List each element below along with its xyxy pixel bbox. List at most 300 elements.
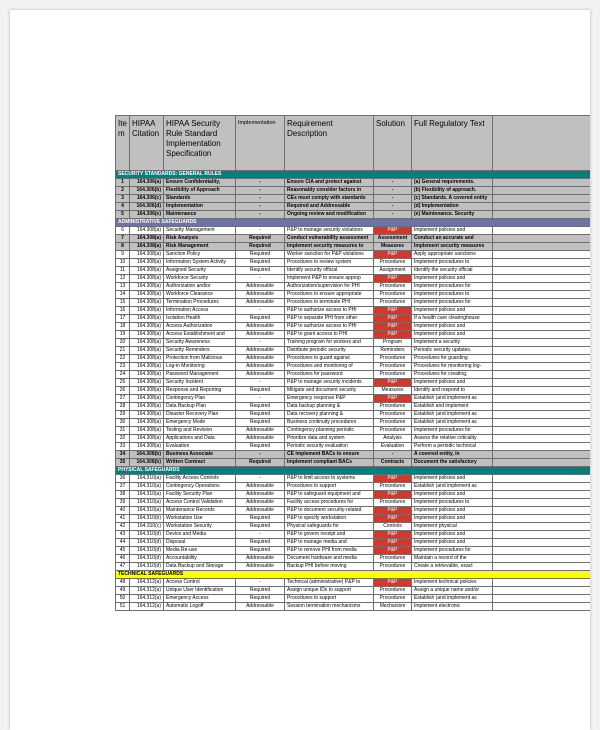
full-text-cell: Establish (and implement as xyxy=(412,411,493,419)
solution-cell: P&P xyxy=(374,315,412,323)
standard-cell: Contingency Operations xyxy=(164,483,236,491)
implementation-cell: - xyxy=(236,195,285,203)
implementation-cell: Addressable xyxy=(236,491,285,499)
solution-cell: P&P xyxy=(374,539,412,547)
solution-cell: P&P xyxy=(374,307,412,315)
item-number: 7 xyxy=(116,235,130,243)
requirement-cell: Procedures to review system xyxy=(285,259,374,267)
standard-cell: Risk Analysis xyxy=(164,235,236,243)
implementation-cell: - xyxy=(236,475,285,483)
full-text-cell: Implement policies and xyxy=(412,531,493,539)
implementation-cell: Required xyxy=(236,387,285,395)
solution-cell: Procedures xyxy=(374,371,412,379)
full-text-cell: Establish and implement xyxy=(412,403,493,411)
full-text-cell: Implement policies and xyxy=(412,331,493,339)
requirement-cell: Mitigate and document security xyxy=(285,387,374,395)
item-number: 43 xyxy=(116,531,130,539)
table-row xyxy=(116,563,591,571)
table-row xyxy=(116,267,591,275)
requirement-cell: Backup PHI before moving xyxy=(285,563,374,571)
table-row xyxy=(116,403,591,411)
item-number: 9 xyxy=(116,251,130,259)
table-row xyxy=(116,427,591,435)
item-number: 3 xyxy=(116,195,130,203)
solution-cell: P&P xyxy=(374,547,412,555)
extra-cell xyxy=(493,419,591,427)
standard-cell: Accountability xyxy=(164,555,236,563)
solution-cell: Analysis xyxy=(374,435,412,443)
solution-cell: Assessment xyxy=(374,235,412,243)
item-number: 28 xyxy=(116,403,130,411)
solution-cell: Procedures xyxy=(374,363,412,371)
solution-cell: Measures xyxy=(374,387,412,395)
requirement-cell: Procedures to support xyxy=(285,595,374,603)
citation-cell: 164.306(c) xyxy=(130,195,164,203)
full-text-cell: Implement policies and xyxy=(412,307,493,315)
table-row xyxy=(116,515,591,523)
table-row xyxy=(116,459,591,467)
solution-cell: Procedures xyxy=(374,291,412,299)
extra-cell xyxy=(493,331,591,339)
table-row xyxy=(116,371,591,379)
table-row xyxy=(116,331,591,339)
solution-cell: - xyxy=(374,451,412,459)
citation-cell: 164.308(a) xyxy=(130,259,164,267)
solution-cell: P&P xyxy=(374,531,412,539)
citation-cell: 164.310(d) xyxy=(130,555,164,563)
extra-cell xyxy=(493,275,591,283)
full-text-cell: Implement policies and xyxy=(412,227,493,235)
full-text-cell: Implement procedures for xyxy=(412,299,493,307)
item-number: 45 xyxy=(116,547,130,555)
standard-cell: Security Awareness xyxy=(164,339,236,347)
item-number: 51 xyxy=(116,603,130,611)
full-text-cell: Implement policies and xyxy=(412,507,493,515)
item-number: 34 xyxy=(116,451,130,459)
full-text-cell: Conduct an accurate and xyxy=(412,235,493,243)
implementation-cell: Addressable xyxy=(236,283,285,291)
standard-cell: Authorization and/or xyxy=(164,283,236,291)
requirement-cell: Business continuity procedures xyxy=(285,419,374,427)
extra-cell xyxy=(493,523,591,531)
extra-cell xyxy=(493,179,591,187)
citation-cell: 164.312(a) xyxy=(130,587,164,595)
standard-cell: Media Re-use xyxy=(164,547,236,555)
implementation-cell: Addressable xyxy=(236,555,285,563)
item-number: 33 xyxy=(116,443,130,451)
full-text-cell: Maintain a record of the xyxy=(412,555,493,563)
standard-cell: Evaluation xyxy=(164,443,236,451)
header-solution: Solution xyxy=(374,116,412,171)
implementation-cell: - xyxy=(236,227,285,235)
full-text-cell: Implement policies and xyxy=(412,515,493,523)
solution-cell: - xyxy=(374,203,412,211)
implementation-cell: Addressable xyxy=(236,323,285,331)
extra-cell xyxy=(493,499,591,507)
extra-cell xyxy=(493,395,591,403)
full-text-cell: Implement policies and xyxy=(412,275,493,283)
table-row xyxy=(116,499,591,507)
table-row xyxy=(116,491,591,499)
header-row xyxy=(116,116,591,171)
extra-cell xyxy=(493,267,591,275)
table-row xyxy=(116,435,591,443)
section-row xyxy=(116,571,591,579)
table-row xyxy=(116,555,591,563)
solution-cell: P&P xyxy=(374,507,412,515)
standard-cell: Unique User Identification xyxy=(164,587,236,595)
solution-cell: Procedures xyxy=(374,595,412,603)
full-text-cell: Identify the security official xyxy=(412,267,493,275)
standard-cell: Data Backup and Storage xyxy=(164,563,236,571)
full-text-cell: Procedures for guarding xyxy=(412,355,493,363)
requirement-cell: Conduct vulnerability assessment xyxy=(285,235,374,243)
section-label: SECURITY STANDARDS: GENERAL RULES xyxy=(116,171,591,179)
requirement-cell: CE implement BACs to ensure xyxy=(285,451,374,459)
header-full-text: Full Regulatory Text xyxy=(412,116,493,171)
table-row xyxy=(116,315,591,323)
full-text-cell: Implement procedures to xyxy=(412,499,493,507)
full-text-cell: Implement policies and xyxy=(412,475,493,483)
solution-cell: Program xyxy=(374,339,412,347)
standard-cell: Maintenance xyxy=(164,211,236,219)
standard-cell: Assigned Security xyxy=(164,267,236,275)
citation-cell: 164.308(a) xyxy=(130,267,164,275)
standard-cell: Implementation xyxy=(164,203,236,211)
item-number: 39 xyxy=(116,499,130,507)
implementation-cell: Addressable xyxy=(236,563,285,571)
solution-cell: - xyxy=(374,187,412,195)
full-text-cell: (e) Maintenance. Security xyxy=(412,211,493,219)
implementation-cell: Required xyxy=(236,411,285,419)
standard-cell: Ensure Confidentiality, xyxy=(164,179,236,187)
implementation-cell: Required xyxy=(236,251,285,259)
requirement-cell: P&P to authorize access to PHI xyxy=(285,323,374,331)
extra-cell xyxy=(493,555,591,563)
standard-cell: Access Control Validation xyxy=(164,499,236,507)
solution-cell: P&P xyxy=(374,227,412,235)
solution-cell: Procedures xyxy=(374,403,412,411)
implementation-cell: Addressable xyxy=(236,355,285,363)
item-number: 1 xyxy=(116,179,130,187)
item-number: 25 xyxy=(116,379,130,387)
extra-cell xyxy=(493,307,591,315)
implementation-cell: Required xyxy=(236,235,285,243)
full-text-cell: Procedures for monitoring log- xyxy=(412,363,493,371)
full-text-cell: (d) Implementation xyxy=(412,203,493,211)
solution-cell: P&P xyxy=(374,579,412,587)
full-text-cell: Create a retrievable, exact xyxy=(412,563,493,571)
full-text-cell: Implement procedures for xyxy=(412,283,493,291)
item-number: 49 xyxy=(116,587,130,595)
standard-cell: Risk Management xyxy=(164,243,236,251)
implementation-cell: Required xyxy=(236,267,285,275)
standard-cell: Log-in Monitoring xyxy=(164,363,236,371)
requirement-cell: Authorization/supervision for PHI xyxy=(285,283,374,291)
extra-cell xyxy=(493,323,591,331)
requirement-cell: P&P to manage security incidents xyxy=(285,379,374,387)
table-body xyxy=(116,171,591,611)
citation-cell: 164.310(b) xyxy=(130,515,164,523)
item-number: 17 xyxy=(116,315,130,323)
table-row xyxy=(116,483,591,491)
citation-cell: 164.310(a) xyxy=(130,491,164,499)
solution-cell: Mechanism xyxy=(374,603,412,611)
table-row xyxy=(116,387,591,395)
standard-cell: Data Backup Plan xyxy=(164,403,236,411)
implementation-cell: Required xyxy=(236,539,285,547)
citation-cell: 164.312(a) xyxy=(130,595,164,603)
solution-cell: Procedures xyxy=(374,563,412,571)
table-row xyxy=(116,203,591,211)
solution-cell: - xyxy=(374,179,412,187)
implementation-cell: Addressable xyxy=(236,427,285,435)
full-text-cell: Identify and respond to xyxy=(412,387,493,395)
requirement-cell: P&P to govern receipt and xyxy=(285,531,374,539)
citation-cell: 164.312(a) xyxy=(130,603,164,611)
standard-cell: Sanction Policy xyxy=(164,251,236,259)
full-text-cell: Implement procedures to xyxy=(412,291,493,299)
implementation-cell: - xyxy=(236,307,285,315)
item-number: 8 xyxy=(116,243,130,251)
citation-cell: 164.308(a) xyxy=(130,411,164,419)
full-text-cell: Implement policies and xyxy=(412,323,493,331)
item-number: 48 xyxy=(116,579,130,587)
solution-cell: P&P xyxy=(374,331,412,339)
citation-cell: 164.308(a) xyxy=(130,315,164,323)
implementation-cell: Required xyxy=(236,403,285,411)
standard-cell: Information System Activity xyxy=(164,259,236,267)
requirement-cell: Distribute periodic security xyxy=(285,347,374,355)
extra-cell xyxy=(493,259,591,267)
standard-cell: Isolation Health xyxy=(164,315,236,323)
requirement-cell: Worker sanction for P&P violations xyxy=(285,251,374,259)
requirement-cell: P&P to limit access to systems xyxy=(285,475,374,483)
citation-cell: 164.308(a) xyxy=(130,275,164,283)
extra-cell xyxy=(493,339,591,347)
table-row xyxy=(116,531,591,539)
standard-cell: Password Management xyxy=(164,371,236,379)
requirement-cell: Procedures to support xyxy=(285,483,374,491)
implementation-cell: Addressable xyxy=(236,499,285,507)
requirement-cell: Data backup planning & xyxy=(285,403,374,411)
solution-cell: - xyxy=(374,211,412,219)
standard-cell: Facility Access Controls xyxy=(164,475,236,483)
implementation-cell: - xyxy=(236,379,285,387)
implementation-cell: Required xyxy=(236,587,285,595)
full-text-cell: Document the satisfactory xyxy=(412,459,493,467)
extra-cell xyxy=(493,435,591,443)
item-number: 27 xyxy=(116,395,130,403)
standard-cell: Disaster Recovery Plan xyxy=(164,411,236,419)
standard-cell: Standards xyxy=(164,195,236,203)
standard-cell: Facility Security Plan xyxy=(164,491,236,499)
citation-cell: 164.308(a) xyxy=(130,443,164,451)
solution-cell: Procedures xyxy=(374,499,412,507)
citation-cell: 164.308(a) xyxy=(130,419,164,427)
implementation-cell: Required xyxy=(236,443,285,451)
extra-cell xyxy=(493,387,591,395)
item-number: 26 xyxy=(116,387,130,395)
full-text-cell: Assess the relative criticality xyxy=(412,435,493,443)
implementation-cell: Addressable xyxy=(236,291,285,299)
requirement-cell: Procedures and monitoring of xyxy=(285,363,374,371)
requirement-cell: Implement compliant BACs xyxy=(285,459,374,467)
item-number: 42 xyxy=(116,523,130,531)
standard-cell: Disposal xyxy=(164,539,236,547)
citation-cell: 164.306(e) xyxy=(130,211,164,219)
requirement-cell: Prioritize data and system xyxy=(285,435,374,443)
implementation-cell: Required xyxy=(236,595,285,603)
extra-cell xyxy=(493,603,591,611)
requirement-cell: P&P to remove PHI from media xyxy=(285,547,374,555)
standard-cell: Flexibility of Approach xyxy=(164,187,236,195)
requirement-cell: Procedures to ensure appropriate xyxy=(285,291,374,299)
table-row xyxy=(116,195,591,203)
item-number: 2 xyxy=(116,187,130,195)
section-row xyxy=(116,171,591,179)
implementation-cell: - xyxy=(236,187,285,195)
solution-cell: Procedures xyxy=(374,283,412,291)
table-row xyxy=(116,363,591,371)
document-page xyxy=(10,10,590,730)
full-text-cell: Implement procedures to xyxy=(412,259,493,267)
extra-cell xyxy=(493,595,591,603)
citation-cell: 164.306(d) xyxy=(130,203,164,211)
table-row xyxy=(116,419,591,427)
implementation-cell: - xyxy=(236,179,285,187)
solution-cell: P&P xyxy=(374,475,412,483)
citation-cell: 164.308(b) xyxy=(130,451,164,459)
citation-cell: 164.308(a) xyxy=(130,363,164,371)
standard-cell: Access Authorization xyxy=(164,323,236,331)
solution-cell: Controls xyxy=(374,523,412,531)
requirement-cell: Physical safeguards for xyxy=(285,523,374,531)
implementation-cell: Addressable xyxy=(236,603,285,611)
requirement-cell: CEs must comply with standards xyxy=(285,195,374,203)
implementation-cell: Addressable xyxy=(236,371,285,379)
extra-cell xyxy=(493,283,591,291)
citation-cell: 164.308(a) xyxy=(130,427,164,435)
standard-cell: Security Management xyxy=(164,227,236,235)
requirement-cell: Document hardware and media xyxy=(285,555,374,563)
section-row xyxy=(116,467,591,475)
item-number: 16 xyxy=(116,307,130,315)
citation-cell: 164.308(a) xyxy=(130,291,164,299)
citation-cell: 164.308(a) xyxy=(130,243,164,251)
table-row xyxy=(116,523,591,531)
extra-cell xyxy=(493,315,591,323)
solution-cell: P&P xyxy=(374,491,412,499)
citation-cell: 164.310(c) xyxy=(130,523,164,531)
requirement-cell: Ongoing review and modification xyxy=(285,211,374,219)
standard-cell: Device and Media xyxy=(164,531,236,539)
item-number: 29 xyxy=(116,411,130,419)
citation-cell: 164.310(a) xyxy=(130,475,164,483)
full-text-cell: Procedures for creating, xyxy=(412,371,493,379)
requirement-cell: P&P to safeguard equipment and xyxy=(285,491,374,499)
citation-cell: 164.310(d) xyxy=(130,539,164,547)
citation-cell: 164.308(a) xyxy=(130,283,164,291)
section-label: PHYSICAL SAFEGUARDS xyxy=(116,467,591,475)
solution-cell: Procedures xyxy=(374,419,412,427)
section-row xyxy=(116,219,591,227)
item-number: 36 xyxy=(116,475,130,483)
solution-cell: Procedures xyxy=(374,587,412,595)
section-label: ADMINISTRATIVE SAFEGUARDS xyxy=(116,219,591,227)
table-row xyxy=(116,323,591,331)
table-row xyxy=(116,547,591,555)
standard-cell: Emergency Access xyxy=(164,595,236,603)
item-number: 5 xyxy=(116,211,130,219)
table-row xyxy=(116,451,591,459)
item-number: 22 xyxy=(116,355,130,363)
standard-cell: Emergency Mode xyxy=(164,419,236,427)
item-number: 20 xyxy=(116,339,130,347)
extra-cell xyxy=(493,427,591,435)
full-text-cell: Implement physical xyxy=(412,523,493,531)
full-text-cell: Establish (and implement as xyxy=(412,595,493,603)
full-text-cell: (b) Flexibility of approach. xyxy=(412,187,493,195)
implementation-cell: Required xyxy=(236,243,285,251)
item-number: 30 xyxy=(116,419,130,427)
extra-cell xyxy=(493,235,591,243)
header-item: Ite m xyxy=(116,116,130,171)
table-row xyxy=(116,227,591,235)
table-row xyxy=(116,291,591,299)
citation-cell: 164.308(a) xyxy=(130,387,164,395)
item-number: 37 xyxy=(116,483,130,491)
solution-cell: Evaluation xyxy=(374,443,412,451)
solution-cell: Procedures xyxy=(374,355,412,363)
table-row xyxy=(116,235,591,243)
item-number: 10 xyxy=(116,259,130,267)
item-number: 4 xyxy=(116,203,130,211)
requirement-cell: P&P to specify workstation xyxy=(285,515,374,523)
implementation-cell: Required xyxy=(236,515,285,523)
item-number: 6 xyxy=(116,227,130,235)
item-number: 13 xyxy=(116,283,130,291)
table-row xyxy=(116,243,591,251)
solution-cell: Procedures xyxy=(374,411,412,419)
extra-cell xyxy=(493,451,591,459)
extra-cell xyxy=(493,227,591,235)
item-number: 11 xyxy=(116,267,130,275)
full-text-cell: Implement policies and xyxy=(412,491,493,499)
solution-cell: Measures xyxy=(374,243,412,251)
full-text-cell: Assign a unique name and/or xyxy=(412,587,493,595)
standard-cell: Business Associate xyxy=(164,451,236,459)
table-row xyxy=(116,259,591,267)
implementation-cell: Addressable xyxy=(236,331,285,339)
hipaa-matrix-table xyxy=(115,115,590,611)
requirement-cell: Identify security official xyxy=(285,267,374,275)
requirement-cell: Training program for workers and xyxy=(285,339,374,347)
citation-cell: 164.308(a) xyxy=(130,235,164,243)
requirement-cell: P&P to manage media and xyxy=(285,539,374,547)
requirement-cell: P&P to manage security violations xyxy=(285,227,374,235)
extra-cell xyxy=(493,403,591,411)
extra-cell xyxy=(493,491,591,499)
table-row xyxy=(116,379,591,387)
item-number: 46 xyxy=(116,555,130,563)
item-number: 23 xyxy=(116,363,130,371)
table-row xyxy=(116,507,591,515)
requirement-cell: Facility access procedures for xyxy=(285,499,374,507)
requirement-cell: Implement security measures to xyxy=(285,243,374,251)
header-standard: HIPAA Security Rule Standard Implementation Specification xyxy=(164,116,236,171)
item-number: 24 xyxy=(116,371,130,379)
